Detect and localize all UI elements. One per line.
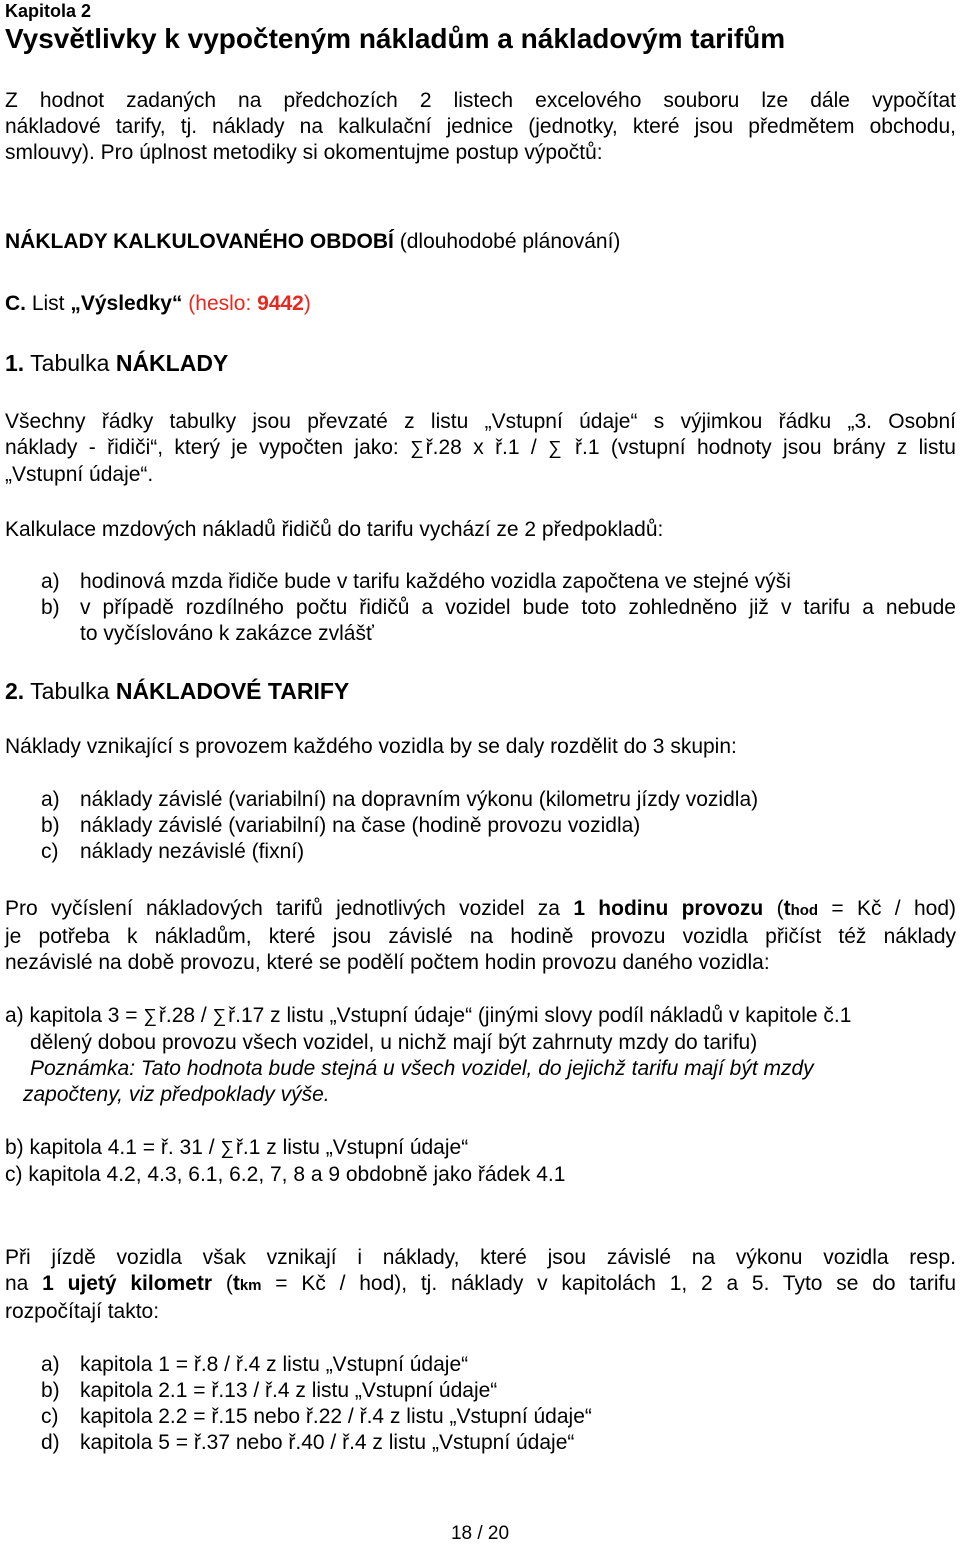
table1-word: Tabulka: [24, 350, 116, 376]
sum-symbol: ∑: [212, 1006, 227, 1027]
text-run: (: [212, 1272, 233, 1295]
text-run: a) kapitola 3 =: [5, 1004, 144, 1027]
chapter-label: Kapitola 2: [5, 1, 92, 21]
period-heading-caps: NÁKLADY KALKULOVANÉHO OBDOBÍ: [5, 230, 394, 253]
list-text: náklady závislé (variabilní) na čase (hodině provozu vozidla): [80, 814, 641, 837]
period-heading: [5, 229, 956, 255]
hour-item-b: [5, 1135, 956, 1162]
password-value: 9442: [257, 292, 304, 315]
list-marker: c): [41, 840, 59, 863]
km-line: [5, 1271, 956, 1299]
list-marker: a): [41, 788, 60, 811]
table1-name: NÁKLADY: [115, 350, 229, 376]
text-run: Pro vyčíslení nákladových tarifů jednotlivých vozidel za: [5, 897, 574, 920]
list-marker: a): [41, 570, 60, 593]
hour-item-a-cont: dělený dobou provozu všech vozidel, u nichž mají být zahrnuty mzdy do tarifu): [30, 1031, 758, 1054]
list-text: náklady nezávislé (fixní): [80, 840, 305, 863]
hour-line: je potřeba k nákladům, které jsou závislé na hodině provozu vozidla přičíst též náklady: [5, 925, 956, 948]
text-run: náklady - řidiči“, který je vypočten jako:: [5, 436, 411, 459]
list-text: kapitola 2.1 = ř.13 / ř.4 z listu „Vstupní údaje“: [80, 1379, 498, 1402]
sheet-heading: [5, 291, 956, 317]
password-close: ): [303, 292, 311, 315]
list-item: [5, 1352, 956, 1378]
text-run: ř.1 (vstupní hodnoty jsou brány z listu: [563, 436, 956, 459]
text-run: b) kapitola 4.1 = ř. 31 /: [5, 1136, 221, 1159]
list-text: náklady závislé (variabilní) na dopravním výkonu (kilometru jízdy vozidla): [80, 788, 759, 811]
text-bold: t: [232, 1272, 240, 1295]
text-run: na: [5, 1272, 43, 1295]
table1-line: Všechny řádky tabulky jsou převzaté z listu „Vstupní údaje“ s výjimkou řádku „3. Osobní: [5, 410, 956, 433]
list-marker: b): [41, 596, 60, 619]
list-text: kapitola 2.2 = ř.15 nebo ř.22 / ř.4 z listu „Vstupní údaje“: [80, 1405, 592, 1428]
sum-symbol: ∑: [220, 1138, 234, 1159]
sum-symbol: ∑: [548, 438, 562, 459]
list-text: kapitola 5 = ř.37 nebo ř.40 / ř.4 z listu „Vstupní údaje“: [80, 1431, 575, 1454]
list-marker: b): [41, 1379, 60, 1402]
list-marker: d): [41, 1431, 60, 1454]
hour-line: [5, 896, 956, 924]
intro-line: Z hodnot zadaných na předchozích 2 listech excelového souboru lze dále vypočítat: [5, 89, 956, 112]
text-run: ř.1 z listu „Vstupní údaje“: [235, 1136, 469, 1159]
km-items: [5, 1352, 956, 1456]
table2-word: Tabulka: [24, 678, 116, 704]
wage-list: [5, 569, 956, 647]
sheet-heading-list: List: [26, 292, 71, 315]
hour-item-a: [5, 1003, 956, 1030]
sheet-heading-prefix: C.: [5, 292, 26, 315]
intro-line: nákladové tarify, tj. náklady na kalkulační jednice (jednotky, které jsou předmětem obchodu,: [5, 115, 956, 138]
table1-paragraph: [5, 409, 956, 488]
intro-line: smlouvy). Pro úplnost metodiky si okomentujme postup výpočtů:: [5, 141, 603, 164]
km-line: rozpočítají takto:: [5, 1300, 160, 1323]
list-text: kapitola 1 = ř.8 / ř.4 z listu „Vstupní údaje“: [80, 1353, 469, 1376]
text-run: = Kč / hod), tj. náklady v kapitolách 1, 2 a 5. Tyto se do tarifu: [261, 1272, 957, 1295]
text-run: ř.17 z listu „Vstupní údaje“ (jinými slovy podíl nákladů v kapitole č.1: [228, 1004, 852, 1027]
hour-line: nezávislé na době provozu, které se podělí počtem hodin provozu daného vozidla:: [5, 951, 770, 974]
groups-list: [5, 787, 956, 865]
subscript: km: [239, 1277, 262, 1294]
list-item: [5, 839, 956, 865]
note-text: započteny, viz předpoklady výše.: [23, 1083, 330, 1106]
period-heading-note: (dlouhodobé plánování): [393, 230, 621, 253]
table2-name: NÁKLADOVÉ TARIFY: [115, 678, 350, 704]
groups-intro: Náklady vznikající s provozem každého vozidla by se daly rozdělit do 3 skupin:: [5, 735, 737, 758]
table2-number: 2.: [5, 678, 25, 704]
list-item: [5, 1404, 956, 1430]
table1-heading: [5, 350, 956, 376]
list-marker: b): [41, 814, 60, 837]
list-item: [5, 1430, 956, 1456]
hour-paragraph: [5, 896, 956, 976]
sum-symbol: ∑: [410, 438, 424, 459]
intro-paragraph: [5, 88, 956, 166]
list-item: [5, 813, 956, 839]
sum-symbol: ∑: [143, 1006, 157, 1027]
table2-heading: [5, 678, 956, 704]
list-text: v případě rozdílného počtu řidičů a vozidel bude toto zohledněno již v tarifu a nebude: [80, 596, 956, 619]
table1-line: [5, 435, 956, 462]
hour-item-c: c) kapitola 4.2, 4.3, 6.1, 6.2, 7, 8 a 9 obdobně jako řádek 4.1: [5, 1163, 566, 1186]
list-item: [5, 1378, 956, 1404]
hour-items: [5, 1003, 956, 1108]
sheet-name: „Výsledky“: [70, 292, 183, 315]
text-bold: t: [783, 897, 791, 920]
text-run: = Kč / hod): [818, 897, 956, 920]
list-marker: a): [41, 1353, 60, 1376]
table1-line: „Vstupní údaje“.: [5, 463, 154, 486]
text-run: ř.28 x ř.1 /: [425, 436, 549, 459]
text-bold: 1 ujetý kilometr: [42, 1272, 213, 1295]
password-label: (heslo:: [182, 292, 258, 315]
note-text: Poznámka: Tato hodnota bude stejná u všech vozidel, do jejichž tarifu mají být mzdy: [30, 1057, 814, 1080]
list-text: hodinová mzda řidiče bude v tarifu každého vozidla započtena ve stejné výši: [80, 570, 791, 593]
list-text: to vyčíslováno k zakázce zvlášť: [80, 622, 374, 645]
list-item: [5, 569, 956, 595]
km-line: Při jízdě vozidla však vznikají i náklady, které jsou závislé na výkonu vozidla resp.: [5, 1246, 956, 1269]
subscript: hod: [790, 902, 819, 919]
list-marker: c): [41, 1405, 59, 1428]
text-run: (: [763, 897, 784, 920]
text-run: ř.28 /: [158, 1004, 213, 1027]
wage-intro: Kalkulace mzdových nákladů řidičů do tarifu vychází ze 2 předpokladů:: [5, 518, 664, 541]
km-paragraph: [5, 1245, 956, 1325]
list-item: [5, 787, 956, 813]
list-item: [5, 595, 956, 647]
table1-number: 1.: [5, 350, 25, 376]
page-number: 18 / 20: [450, 1523, 510, 1544]
text-bold: 1 hodinu provozu: [573, 897, 764, 920]
hour-items-bc: [5, 1135, 956, 1188]
page-title: Vysvětlivky k vypočteným nákladům a nákladovým tarifům: [5, 23, 786, 54]
